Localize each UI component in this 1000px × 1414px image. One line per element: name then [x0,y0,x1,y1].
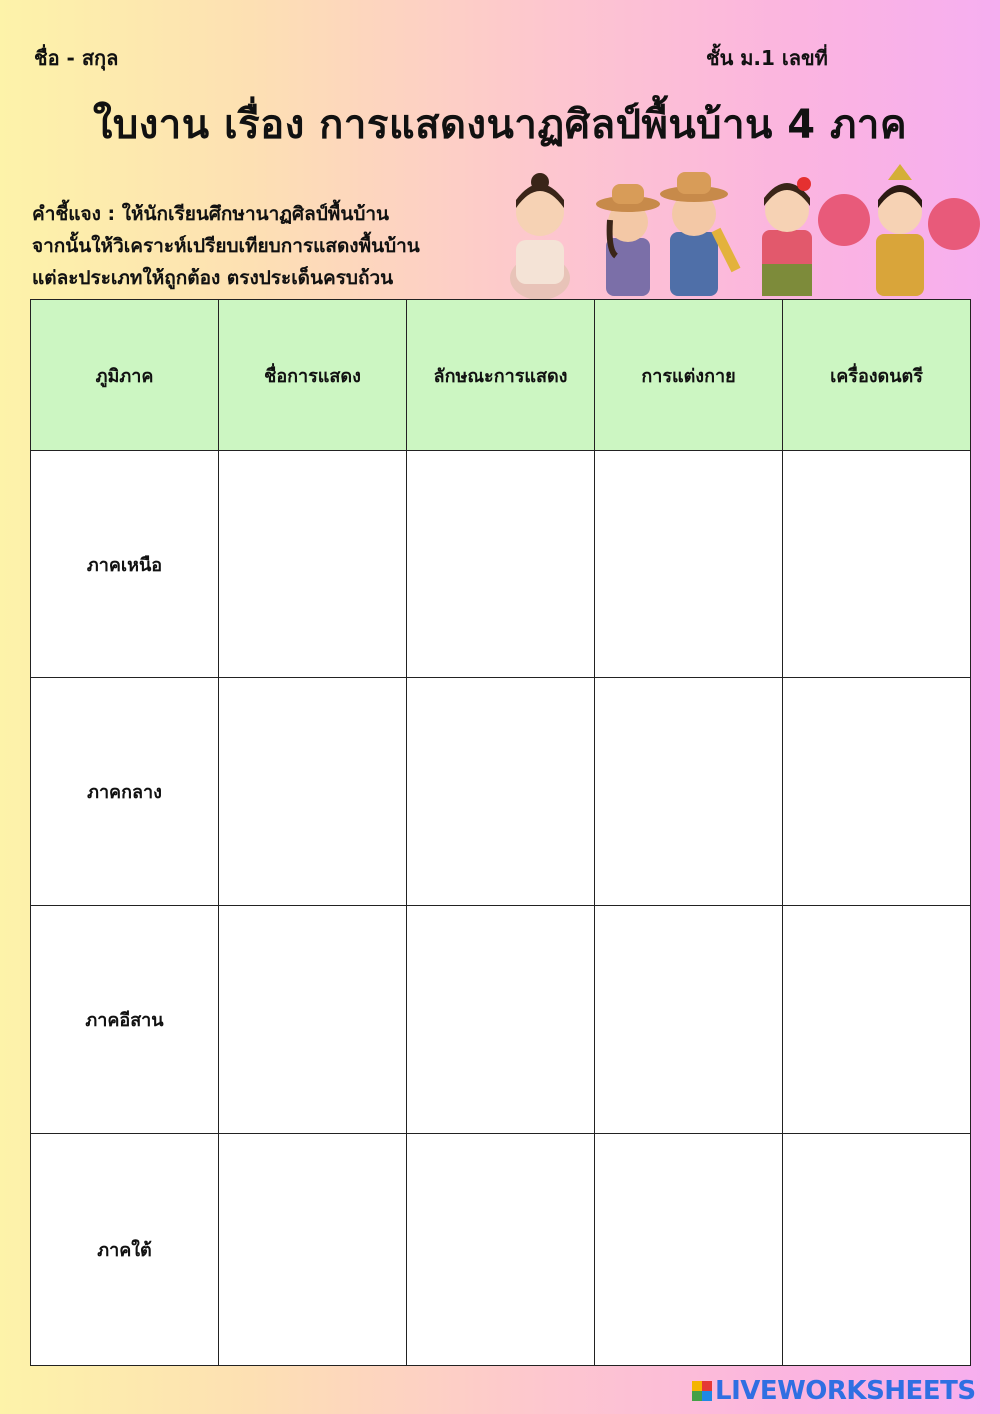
dancer-4-figure [762,177,812,296]
dancer-3-figure [660,172,736,296]
answer-cell[interactable] [595,1134,783,1366]
answer-cell[interactable] [595,451,783,678]
header-instruments: เครื่องดนตรี [783,300,971,451]
instructions [32,198,512,294]
answer-cell[interactable] [595,678,783,906]
instructions-line-1: คำชี้แจง : ให้นักเรียนศึกษานาฏศิลป์พื้นบ้าน [32,203,390,225]
region-cell-south: ภาคใต้ [31,1134,219,1366]
answer-cell[interactable] [783,678,971,906]
answer-cell[interactable] [407,678,595,906]
worksheet-title: ใบงาน เรื่อง การแสดงนาฏศิลป์พื้นบ้าน 4 ภาค [92,102,908,148]
dancer-5-figure [818,164,980,296]
answer-cell[interactable] [219,1134,407,1366]
table-header-row [31,300,971,451]
header-performance-style: ลักษณะการแสดง [407,300,595,451]
header-costume: การแต่งกาย [595,300,783,451]
header-performance-name: ชื่อการแสดง [219,300,407,451]
answer-cell[interactable] [219,678,407,906]
table-row [31,906,971,1134]
dancer-2-figure [596,184,660,296]
answer-cell[interactable] [783,1134,971,1366]
comparison-table [30,299,971,1366]
answer-cell[interactable] [407,1134,595,1366]
name-field-label: ชื่อ - สกุล [34,46,119,70]
answer-cell[interactable] [407,906,595,1134]
thai-folk-dancers-illustration [494,160,980,300]
table-row [31,678,971,906]
region-cell-northeast: ภาคอีสาน [31,906,219,1134]
answer-cell[interactable] [595,906,783,1134]
answer-cell[interactable] [219,906,407,1134]
liveworksheets-logo-icon [692,1381,712,1401]
region-cell-north: ภาคเหนือ [31,451,219,678]
dancer-1-figure [510,173,570,300]
answer-cell[interactable] [407,451,595,678]
instructions-line-3: แต่ละประเภทให้ถูกต้อง ตรงประเด็นครบถ้วน [32,267,394,289]
instructions-line-2: จากนั้นให้วิเคราะห์เปรียบเทียบการแสดงพื้นบ้าน [32,235,420,257]
table-row [31,451,971,678]
answer-cell[interactable] [219,451,407,678]
answer-cell[interactable] [783,451,971,678]
answer-cell[interactable] [783,906,971,1134]
liveworksheets-logo[interactable] [692,1377,976,1405]
class-number-label: ชั้น ม.1 เลขที่ [706,46,828,70]
header-region: ภูมิภาค [31,300,219,451]
liveworksheets-logo-text: LIVEWORKSHEETS [715,1376,976,1406]
region-cell-central: ภาคกลาง [31,678,219,906]
table-row [31,1134,971,1366]
